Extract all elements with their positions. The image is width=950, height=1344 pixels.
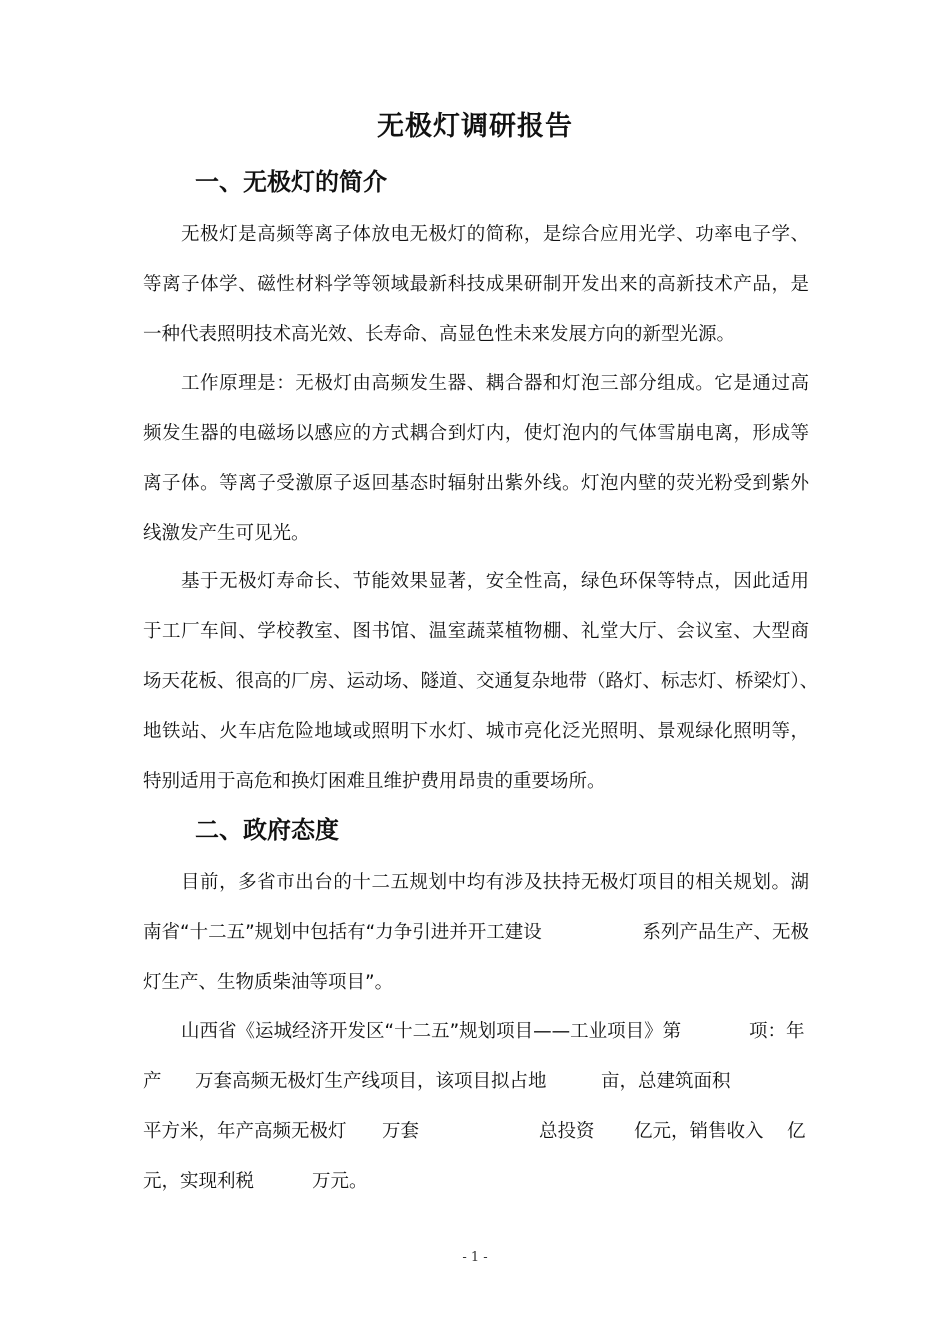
paragraph-line: 地铁站、火车店危险地域或照明下水灯、城市亮化泛光照明、景观绿化照明等， (143, 721, 809, 742)
text-fragment: 元，实现利税 (143, 1171, 255, 1192)
paragraph-line: 线激发产生可见光。 (143, 523, 310, 544)
paragraph-line: 目前，多省市出台的十二五规划中均有涉及扶持无极灯项目的相关规划。湖 (181, 872, 809, 893)
paragraph-intro (143, 210, 809, 360)
text-fragment: 系列产品生产、无极 (642, 922, 809, 943)
text-fragment: 项：年 (749, 1021, 805, 1042)
paragraph-line: 无极灯是高频等离子体放电无极灯的简称，是综合应用光学、功率电子学、 (181, 224, 809, 245)
paragraph-line: 特别适用于高危和换灯困难且维护费用昂贵的重要场所。 (143, 771, 606, 792)
paragraph-applications (143, 557, 819, 807)
text-fragment: 亩，总建筑面积 (601, 1071, 731, 1092)
paragraph-line: 灯生产、生物质柴油等项目”。 (143, 972, 394, 993)
text-fragment: 产 (143, 1071, 162, 1092)
paragraph-line: 于工厂车间、学校教室、图书馆、温室蔬菜植物棚、礼堂大厅、会议室、大型商 (143, 621, 809, 642)
text-fragment: 南省“十二五”规划中包括有“力争引进并开工建设 (143, 922, 542, 943)
text-fragment: 万元。 (312, 1171, 368, 1192)
text-fragment: 亿元，销售收入 (634, 1121, 764, 1142)
paragraph-line: 一种代表照明技术高光效、长寿命、高显色性未来发展方向的新型光源。 (143, 324, 736, 345)
page-number: - 1 - (462, 1250, 488, 1265)
text-fragment: 总投资 (539, 1121, 595, 1142)
text-fragment: 亿 (787, 1121, 806, 1142)
paragraph-line (143, 908, 809, 958)
paragraph-line: 场天花板、很高的厂房、运动场、隧道、交通复杂地带（路灯、标志灯、桥梁灯）、 (143, 671, 819, 692)
paragraph-line: 离子体。等离子受激原子返回基态时辐射出紫外线。灯泡内壁的荧光粉受到紫外 (143, 473, 809, 494)
paragraph-principle (143, 359, 809, 559)
paragraph-government-plans (143, 858, 809, 1008)
section-heading-intro: 一、无极灯的简介 (195, 168, 387, 196)
text-fragment: 万套高频无极灯生产线项目，该项目拟占地 (195, 1071, 547, 1092)
text-fragment: 平方米，年产高频无极灯 (143, 1121, 347, 1142)
document-title: 无极灯调研报告 (377, 111, 573, 142)
text-fragment: 山西省《运城经济开发区“十二五”规划项目——工业项目》第 (181, 1021, 682, 1042)
paragraph-line: 等离子体学、磁性材料学等领域最新科技成果研制开发出来的高新技术产品，是 (143, 274, 809, 295)
paragraph-line: 频发生器的电磁场以感应的方式耦合到灯内，使灯泡内的气体雪崩电离，形成等 (143, 423, 809, 444)
text-fragment: 万套 (382, 1121, 420, 1142)
paragraph-line: 工作原理是：无极灯由高频发生器、耦合器和灯泡三部分组成。它是通过高 (181, 373, 809, 394)
section-heading-government: 二、政府态度 (195, 816, 339, 844)
paragraph-line: 基于无极灯寿命长、节能效果显著，安全性高，绿色环保等特点，因此适用 (181, 571, 809, 592)
